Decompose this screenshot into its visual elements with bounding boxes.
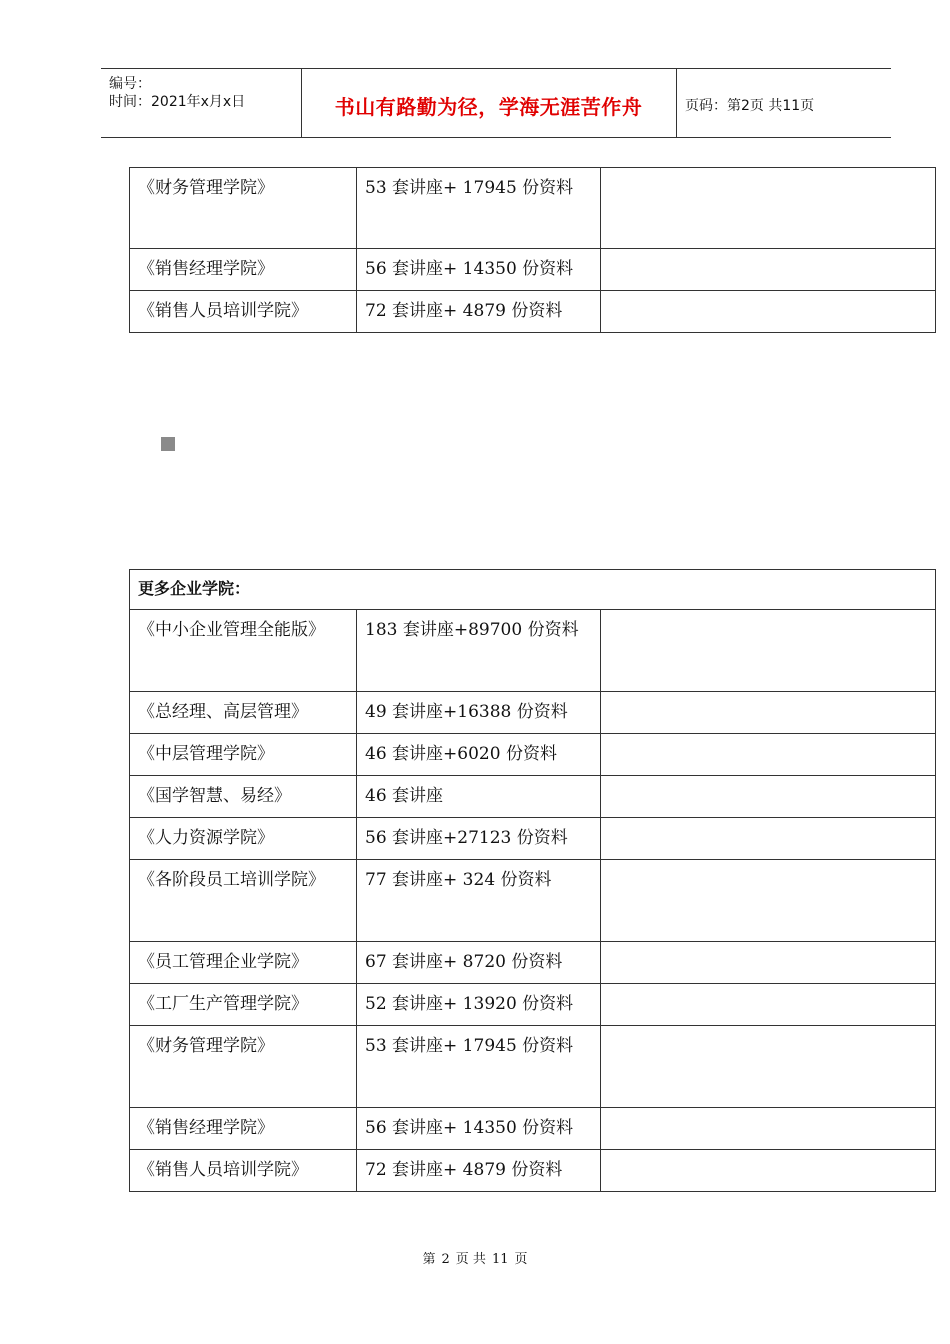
table-row — [130, 168, 936, 249]
academy-name: 《销售经理学院》 — [130, 1108, 357, 1150]
academy-name: 《财务管理学院》 — [130, 1026, 357, 1108]
header-page-cell — [676, 69, 891, 137]
academy-name: 《中小企业管理全能版》 — [130, 610, 357, 692]
academy-note — [601, 860, 936, 942]
table-row — [130, 942, 936, 984]
academy-detail: 183 套讲座+89700 份资料 — [357, 610, 601, 692]
table-row — [130, 610, 936, 692]
table-row — [130, 860, 936, 942]
academy-detail: 56 套讲座+27123 份资料 — [357, 818, 601, 860]
academy-name: 《国学智慧、易经》 — [130, 776, 357, 818]
time-label: 时间：2021年x月x日 — [109, 94, 246, 110]
academy-note — [601, 984, 936, 1026]
academy-note — [601, 168, 936, 249]
table-row — [130, 291, 936, 333]
table-row — [130, 1026, 936, 1108]
academy-note — [601, 1026, 936, 1108]
footer-middle: 页 共 — [455, 1252, 486, 1267]
academy-name: 《销售经理学院》 — [130, 249, 357, 291]
academy-detail: 46 套讲座 — [357, 776, 601, 818]
page-header — [101, 68, 891, 138]
table-row — [130, 1150, 936, 1192]
academy-detail: 72 套讲座+ 4879 份资料 — [357, 1150, 601, 1192]
table-row — [130, 692, 936, 734]
academy-name: 《销售人员培训学院》 — [130, 1150, 357, 1192]
academy-detail: 67 套讲座+ 8720 份资料 — [357, 942, 601, 984]
footer-prefix: 第 — [422, 1252, 436, 1267]
academy-detail: 49 套讲座+16388 份资料 — [357, 692, 601, 734]
academy-note — [601, 734, 936, 776]
academy-note — [601, 1108, 936, 1150]
footer-page-number: 2 — [441, 1252, 450, 1267]
academy-name: 《财务管理学院》 — [130, 168, 357, 249]
academy-note — [601, 692, 936, 734]
academy-table-2 — [129, 569, 936, 1192]
academy-detail: 52 套讲座+ 13920 份资料 — [357, 984, 601, 1026]
academy-note — [601, 610, 936, 692]
table-title-row — [130, 570, 936, 610]
number-label: 编号： — [109, 76, 151, 92]
header-meta — [101, 69, 302, 137]
academy-detail: 72 套讲座+ 4879 份资料 — [357, 291, 601, 333]
academy-detail: 56 套讲座+ 14350 份资料 — [357, 249, 601, 291]
more-academies-title: 更多企业学院： — [130, 570, 936, 610]
academy-note — [601, 776, 936, 818]
academy-name: 《工厂生产管理学院》 — [130, 984, 357, 1026]
academy-table-1 — [129, 167, 936, 333]
academy-detail: 46 套讲座+6020 份资料 — [357, 734, 601, 776]
academy-note — [601, 291, 936, 333]
table-row — [130, 776, 936, 818]
academy-name: 《总经理、高层管理》 — [130, 692, 357, 734]
academy-name: 《各阶段员工培训学院》 — [130, 860, 357, 942]
academy-name: 《中层管理学院》 — [130, 734, 357, 776]
table-row — [130, 818, 936, 860]
table-row — [130, 734, 936, 776]
table-row — [130, 1108, 936, 1150]
table-row — [130, 984, 936, 1026]
header-page-info: 页码：第2页 共11页 — [685, 98, 815, 114]
page-footer — [0, 1248, 950, 1267]
header-motto: 书山有路勤为径，学海无涯苦作舟 — [334, 95, 643, 119]
academy-note — [601, 818, 936, 860]
academy-name: 《人力资源学院》 — [130, 818, 357, 860]
square-bullet-icon — [161, 437, 175, 451]
academy-note — [601, 1150, 936, 1192]
academy-note — [601, 942, 936, 984]
academy-name: 《销售人员培训学院》 — [130, 291, 357, 333]
footer-suffix: 页 — [514, 1252, 528, 1267]
academy-detail: 53 套讲座+ 17945 份资料 — [357, 1026, 601, 1108]
academy-detail: 77 套讲座+ 324 份资料 — [357, 860, 601, 942]
academy-note — [601, 249, 936, 291]
footer-total-pages: 11 — [491, 1252, 509, 1267]
header-motto-cell — [301, 69, 677, 137]
table-row — [130, 249, 936, 291]
academy-name: 《员工管理企业学院》 — [130, 942, 357, 984]
academy-detail: 53 套讲座+ 17945 份资料 — [357, 168, 601, 249]
academy-detail: 56 套讲座+ 14350 份资料 — [357, 1108, 601, 1150]
